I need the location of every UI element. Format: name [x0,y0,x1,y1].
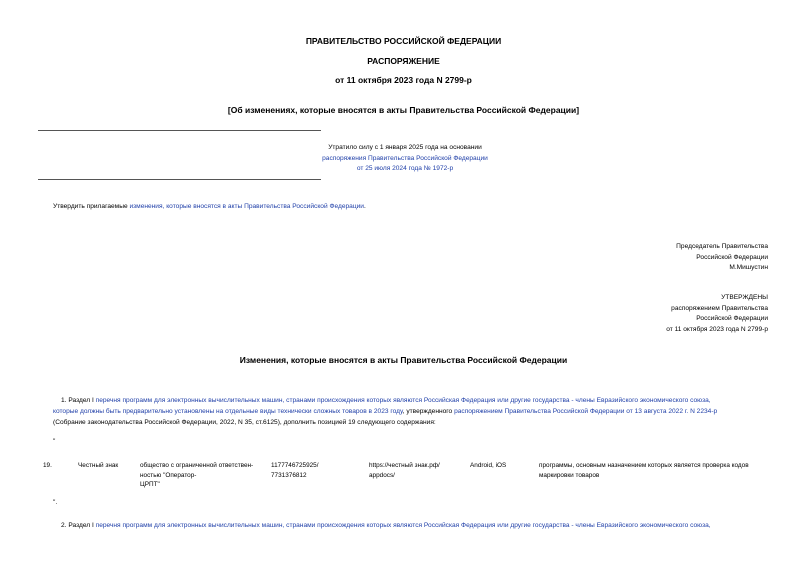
row-url [369,461,440,480]
status-note-text: Утратило силу с 1 января 2025 года на основании [328,144,482,151]
divider-bottom [38,179,321,180]
paragraph-2-link[interactable]: перечня программ для электронных вычислительных машин, странами происхождения которых являются Российская Федерация или другие государства - члены Евразийского экономического союза, [95,522,711,529]
row-url-line-1: https://честный знак.рф/ [369,462,440,469]
row-organization-line-1: общество с ограниченной ответствен- [140,462,254,469]
row-os: Android, iOS [470,462,507,469]
row-purpose-line-1: программы, основным назначением которых является проверка кодов [539,462,749,469]
row-organization-line-2: ностью "Оператор- [140,471,197,479]
status-note [270,143,540,175]
status-note-link-2[interactable]: от 25 июля 2024 года № 1972-р [356,165,454,172]
government-heading: ПРАВИТЕЛЬСТВО РОССИЙСКОЙ ФЕДЕРАЦИИ [305,36,502,46]
status-note-link-1[interactable]: распоряжения Правительства Российской Федерации [322,154,488,162]
document-date-number: от 11 октября 2023 года N 2799-р [335,75,472,85]
signature-position: Председатель Правительства [676,243,768,250]
row-program-name: Честный знак [78,462,119,469]
row-purpose-line-2: маркировки товаров [539,471,600,479]
signature-country: Российской Федерации [696,253,768,261]
changes-title: Изменения, которые вносятся в акты Правительства Российской Федерации [239,355,568,365]
row-ogrn: 1177746725925/ [271,462,319,469]
row-url-line-2: appdocs/ [369,471,395,479]
row-ids [271,461,319,480]
paragraph-1-link-1a[interactable]: перечня программ для электронных вычислительных машин, странами происхождения которых являются Российская Федерация или другие государства - члены Евразийского экономического союза, [95,397,711,404]
divider-top [38,130,321,131]
approve-paragraph [53,202,366,213]
row-organization-line-3: ЦРПТ" [140,481,160,488]
document-title: [Об изменениях, которые вносятся в акты Правительства Российской Федерации] [227,105,580,115]
approve-suffix: . [363,203,366,210]
approved-country: Российской Федерации [696,315,768,322]
paragraph-1-mid: , утвержденного [402,408,455,415]
paragraph-2-prefix: 2. Раздел I [61,522,96,529]
row-purpose [539,461,749,480]
quote-close: ". [53,499,58,506]
approve-link[interactable]: изменения, которые вносятся в акты Правительства Российской Федерации [129,203,364,210]
paragraph-2 [53,520,768,531]
signature-name: М.Мишустин [729,264,768,271]
paragraph-1-prefix: 1. Раздел I [61,397,96,404]
paragraph-1 [53,395,768,428]
row-organization [140,461,253,490]
approve-prefix: Утвердить прилагаемые [53,203,130,210]
row-number: 19. [43,462,52,469]
paragraph-1-link-1b[interactable]: которые должны быть предварительно установлены на отдельные виды технически сложных товаров в 2023 году [53,408,403,415]
approved-by: распоряжением Правительства [671,304,768,312]
row-inn: 7731376812 [271,471,307,479]
paragraph-1-suffix: (Собрание законодательства Российской Федерации, 2022, N 35, ст.6125), дополнить позицией 19 следующего содержания: [53,419,436,426]
signature-block [676,242,768,274]
quote-open: " [53,438,56,445]
approved-date: от 11 октября 2023 года N 2799-р [666,325,768,333]
document-type: РАСПОРЯЖЕНИЕ [367,56,440,66]
approved-block [666,293,768,335]
approved-label: УТВЕРЖДЕНЫ [721,294,768,301]
paragraph-1-link-2[interactable]: распоряжением Правительства Российской Федерации от 13 августа 2022 г. N 2234-р [454,408,718,415]
